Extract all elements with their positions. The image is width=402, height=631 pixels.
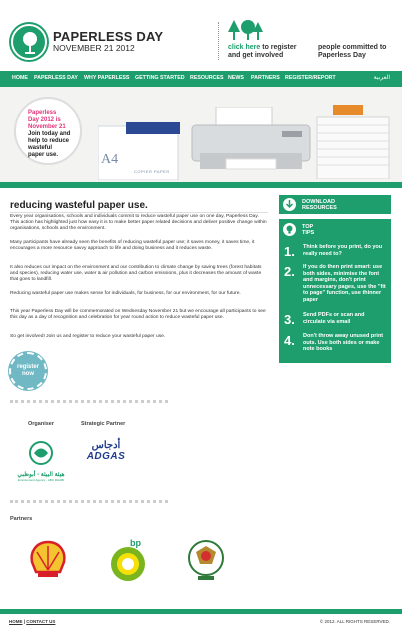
paragraph-5: This year Paperless Day will be commemorated on Wednesday November 21 but we encourage all participants to see this day as a day of recognition and celebration for year round action to reduce wasteful paper use. bbox=[10, 309, 266, 320]
register-link-highlight[interactable]: click here bbox=[228, 44, 261, 51]
ead-arabic: هيئة البيئة - أبوظبي bbox=[17, 472, 65, 478]
tip-number-4: 4. bbox=[284, 333, 295, 348]
a4-subtext: COPIER PAPER bbox=[134, 169, 170, 174]
top-tips-panel bbox=[279, 219, 391, 363]
tip-text-4: Don't throw away unused print outs. Use both sides or make note books bbox=[303, 333, 384, 352]
nav-arabic-language[interactable]: العربية bbox=[373, 75, 390, 81]
header-divider bbox=[218, 22, 219, 60]
paragraph-2: Many participants have already seen the benefits of reducing wasteful paper use; it saves money, it saves time, it encourages a more resource savvy approach to life and doing business and it reduces waste. bbox=[10, 240, 255, 251]
download-line1[interactable]: DOWNLOAD bbox=[302, 199, 335, 205]
trees-icon bbox=[228, 18, 264, 42]
banner-line4: Join today and bbox=[28, 131, 71, 137]
section-divider-1 bbox=[10, 400, 168, 403]
tip-text-1: Think before you print, do you really need to? bbox=[303, 244, 383, 257]
people-line1: people committed to bbox=[318, 44, 387, 51]
ead-english: Environment Agency - ABU DHABI bbox=[17, 478, 65, 482]
tip-number-1: 1. bbox=[284, 244, 295, 259]
banner-line3: November 21 bbox=[28, 124, 66, 130]
uae-emblem-icon[interactable] bbox=[186, 538, 226, 582]
tips-line2: TIPS bbox=[302, 230, 315, 236]
bp-wordmark: bp bbox=[130, 538, 141, 548]
lightbulb-icon bbox=[283, 223, 296, 236]
tip-number-3: 3. bbox=[284, 312, 295, 327]
section-divider-2 bbox=[10, 500, 168, 503]
nav-home[interactable]: HOME bbox=[12, 75, 28, 81]
paragraph-3: It also reduces our impact on the environment and our contribution to climate change by saving trees (forest habitats and species), reducing water use, water & air pollution and carbon emissions, plus it decreases the amount of waste that goes to landfill. bbox=[10, 265, 262, 282]
register-now-label[interactable]: register now bbox=[16, 364, 39, 377]
nav-resources[interactable]: RESOURCES bbox=[190, 75, 224, 81]
register-link[interactable] bbox=[228, 44, 297, 60]
tree-logo-icon[interactable] bbox=[11, 24, 47, 60]
banner-strip bbox=[0, 182, 402, 188]
paragraph-6: So get involved! Join us and register to reduce your wasteful paper use. bbox=[10, 334, 166, 339]
partners-label: Partners bbox=[10, 516, 33, 522]
brand-title: PAPERLESS DAY bbox=[53, 29, 164, 44]
banner-line7: paper use. bbox=[28, 152, 59, 158]
download-line2[interactable]: RESOURCES bbox=[302, 205, 337, 211]
tip-number-2: 2. bbox=[284, 264, 295, 279]
people-committed-text bbox=[318, 44, 386, 60]
register-link-line2[interactable]: and get involved bbox=[228, 52, 284, 59]
footer-home-link[interactable]: HOME bbox=[9, 619, 23, 624]
adgas-wordmark: ADGAS bbox=[86, 451, 126, 462]
a4-text: A4 bbox=[101, 152, 119, 167]
footer-contact-link[interactable]: CONTACT US bbox=[26, 619, 56, 624]
tips-line1: TOP bbox=[302, 224, 314, 230]
organiser-label: Organiser bbox=[28, 421, 54, 427]
tip-text-2: If you do then print smart: use both sides, minimise the font and margins, don't print unnecessary pages, use the "fit to page" function, use thinner paper bbox=[303, 264, 386, 303]
page-title: reducing wasteful paper use. bbox=[10, 200, 148, 211]
paragraph-4: Reducing wasteful paper use makes sense for individuals, for business, for our environment, for our future. bbox=[10, 291, 241, 296]
ead-mark-icon bbox=[12, 440, 70, 466]
banner-text bbox=[28, 110, 83, 159]
banner-line1: Paperless bbox=[28, 110, 57, 116]
banner-line5: help to reduce bbox=[28, 138, 70, 144]
download-resources-label[interactable] bbox=[302, 199, 337, 211]
site-header bbox=[0, 0, 402, 68]
nav-getting-started[interactable]: GETTING STARTED bbox=[135, 75, 185, 81]
adgas-logo[interactable] bbox=[78, 440, 134, 472]
download-resources-button[interactable] bbox=[279, 195, 391, 214]
footer-links: HOME | CONTACT US bbox=[9, 619, 56, 624]
footer-copyright: © 2012. ALL RIGHTS RESERVED. bbox=[319, 619, 390, 624]
nav-register-report[interactable]: REGISTER/REPORT bbox=[285, 75, 336, 81]
bp-logo-icon[interactable] bbox=[110, 546, 146, 582]
strategic-partner-label: Strategic Partner bbox=[81, 421, 126, 427]
nav-why-paperless[interactable]: WHY PAPERLESS bbox=[84, 75, 130, 81]
paper-stack-icon bbox=[313, 105, 393, 179]
title-rule bbox=[10, 212, 268, 213]
register-link-rest[interactable]: to register bbox=[260, 44, 297, 51]
nav-news[interactable]: NEWS bbox=[228, 75, 244, 81]
banner-line6: wasteful bbox=[28, 145, 53, 151]
download-icon bbox=[283, 198, 296, 211]
tip-text-3: Send PDFs or scan and circulate via email bbox=[303, 312, 365, 325]
nav-partners[interactable]: PARTNERS bbox=[251, 75, 280, 81]
footer-strip bbox=[0, 609, 402, 614]
printer-icon bbox=[186, 107, 316, 177]
paragraph-1: Every year organisations, schools and individuals commit to reduce wasteful paper use on one day, Paperless Day. This action has highlighted just how easy it is to make better paper related decisions and deliver positive change within organisations, schools and the environment. bbox=[10, 214, 267, 231]
top-tips-heading bbox=[302, 224, 314, 236]
people-line2: Paperless Day bbox=[318, 52, 366, 59]
nav-paperless-day[interactable]: PAPERLESS DAY bbox=[34, 75, 78, 81]
brand-date: NOVEMBER 21 2012 bbox=[53, 43, 135, 53]
banner-line2: Day 2012 is bbox=[28, 117, 61, 123]
register-now-button[interactable] bbox=[9, 352, 47, 390]
adgas-arabic: أدجاس bbox=[91, 440, 121, 451]
shell-logo-icon[interactable] bbox=[28, 540, 68, 578]
main-nav bbox=[0, 71, 402, 87]
ead-logo[interactable] bbox=[12, 440, 70, 480]
